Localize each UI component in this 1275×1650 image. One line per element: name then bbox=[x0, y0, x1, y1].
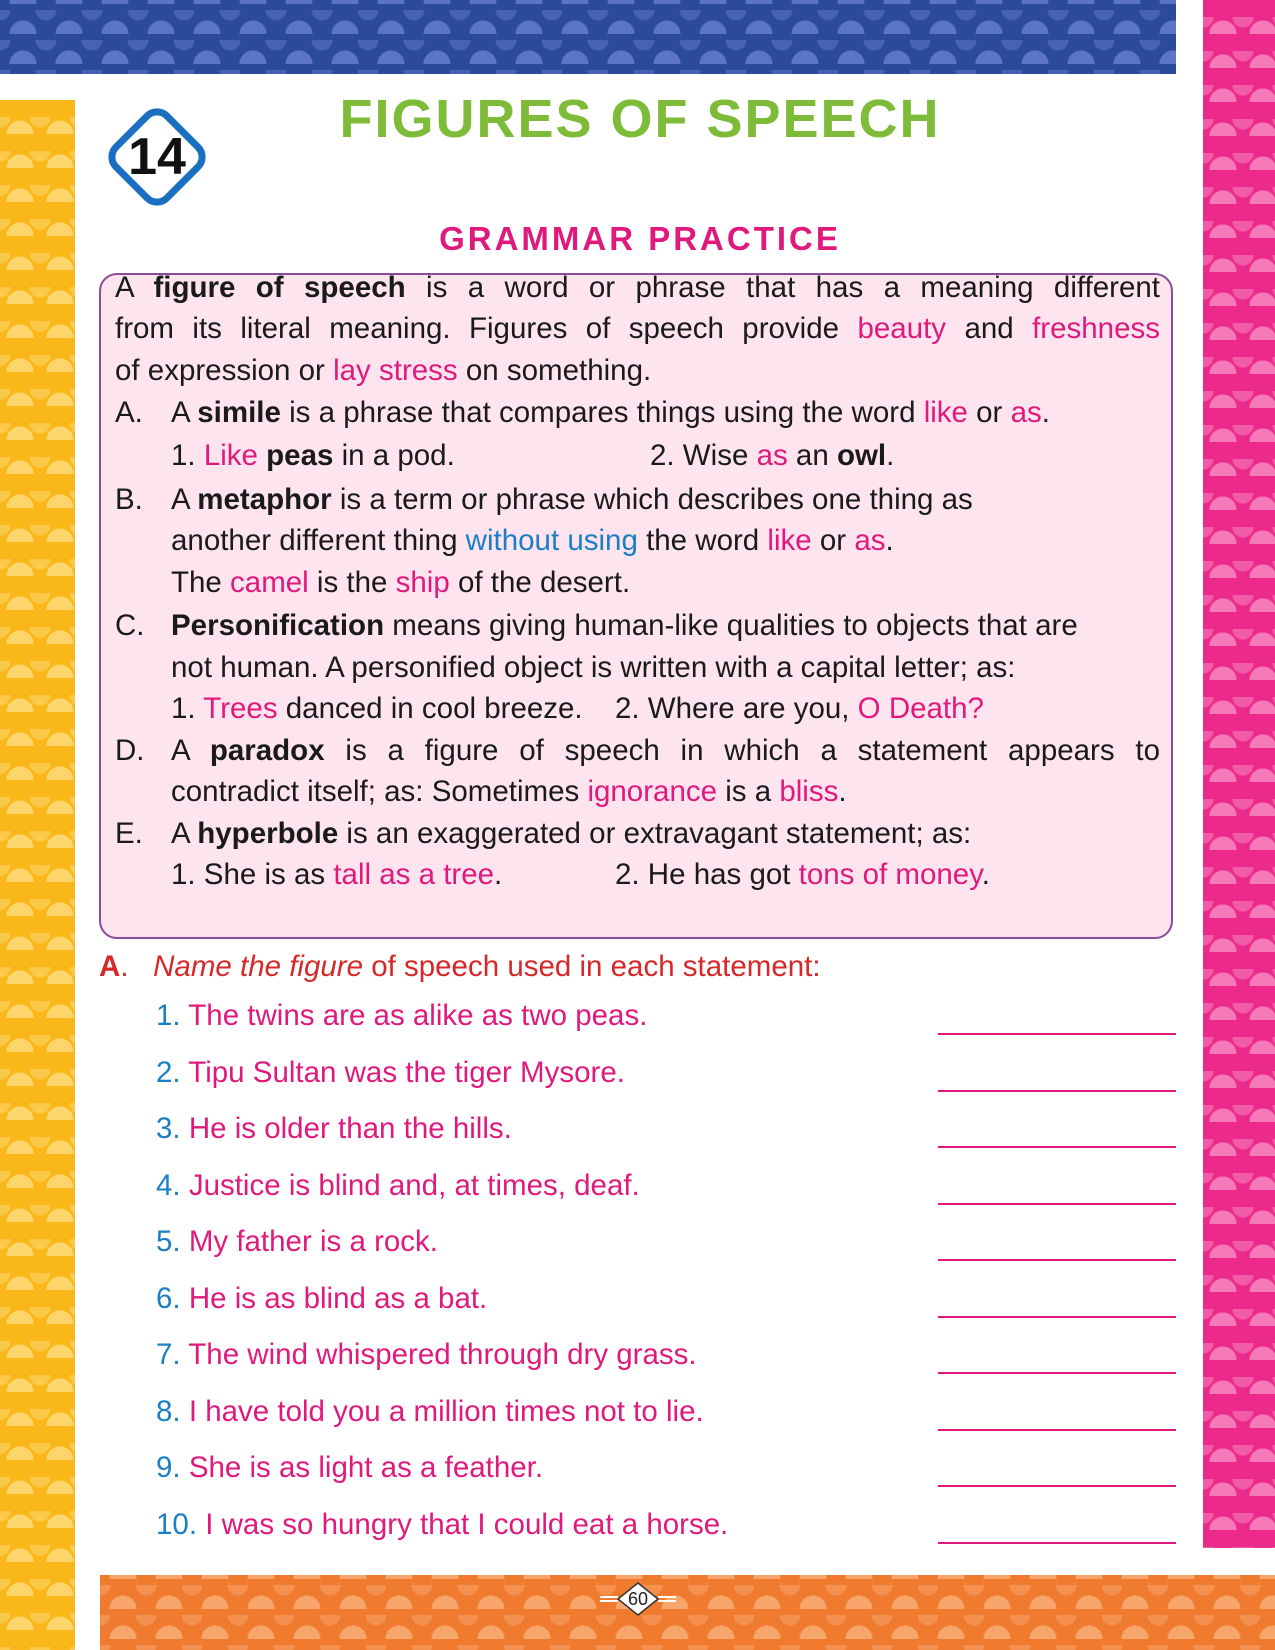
question-item bbox=[156, 1338, 697, 1372]
example: 1. She is as tall as a tree. bbox=[171, 858, 503, 891]
answer-blank-line[interactable] bbox=[938, 1090, 1176, 1092]
question-text: Tipu Sultan was the tiger Mysore. bbox=[188, 1055, 625, 1089]
answer-blank-line[interactable] bbox=[938, 1485, 1176, 1487]
question-text: Justice is blind and, at times, deaf. bbox=[188, 1168, 640, 1202]
exercise-instruction: A. Name the figure of speech used in each statement: bbox=[99, 950, 821, 983]
type-personification: C. Personification means giving human-like qualities to objects that are bbox=[115, 609, 1078, 642]
answer-blank-line[interactable] bbox=[938, 1203, 1176, 1205]
section-title: GRAMMAR PRACTICE bbox=[439, 220, 841, 257]
answer-blank-line[interactable] bbox=[938, 1429, 1176, 1431]
top-pattern-band bbox=[0, 0, 1176, 74]
example: 1. Like peas in a pod. bbox=[171, 439, 455, 472]
question-number: 9. bbox=[156, 1451, 181, 1484]
question-item bbox=[156, 1451, 543, 1485]
type-metaphor: B. A metaphor is a term or phrase which describes one thing as bbox=[115, 483, 973, 516]
question-text: He is as blind as a bat. bbox=[188, 1281, 488, 1315]
question-text: The twins are as alike as two peas. bbox=[188, 999, 648, 1032]
question-item bbox=[156, 1282, 487, 1316]
question-item bbox=[156, 1225, 438, 1259]
chapter-title: FIGURES OF SPEECH bbox=[339, 89, 941, 149]
chapter-number: 14 bbox=[128, 128, 186, 186]
question-text: My father is a rock. bbox=[188, 1225, 438, 1258]
question-text: He is older than the hills. bbox=[188, 1112, 512, 1145]
left-pattern-band bbox=[0, 100, 75, 1650]
question-item bbox=[156, 1169, 640, 1203]
question-text: She is as light as a feather. bbox=[188, 1451, 544, 1484]
question-item bbox=[156, 1395, 704, 1429]
example: 2. Where are you, O Death? bbox=[615, 692, 984, 725]
question-number: 3. bbox=[156, 1112, 181, 1145]
question-text: I was so hungry that I could eat a horse. bbox=[205, 1507, 729, 1541]
question-text: The wind whispered through dry grass. bbox=[188, 1338, 697, 1371]
answer-blank-line[interactable] bbox=[938, 1372, 1176, 1374]
question-number: 2. bbox=[156, 1055, 181, 1089]
question-text: I have told you a million times not to lie. bbox=[188, 1394, 704, 1428]
type-paradox: D. A paradox is a figure of speech in which a statement appears to bbox=[115, 734, 1160, 767]
question-number: 6. bbox=[156, 1281, 181, 1315]
definition-line: A figure of speech is a word or phrase that has a meaning different bbox=[115, 271, 1160, 304]
answer-blank-line[interactable] bbox=[938, 1542, 1176, 1544]
page-number-badge bbox=[600, 1581, 676, 1617]
question-number: 4. bbox=[156, 1168, 181, 1202]
answer-blank-line[interactable] bbox=[938, 1259, 1176, 1261]
definition-line: from its literal meaning. Figures of speech provide beauty and freshness bbox=[115, 312, 1160, 345]
definition-line: of expression or lay stress on something. bbox=[115, 354, 652, 387]
right-pattern-band bbox=[1203, 0, 1275, 1548]
example: 1. Trees danced in cool breeze. bbox=[171, 692, 583, 725]
question-number: 5. bbox=[156, 1225, 181, 1258]
answer-blank-line[interactable] bbox=[938, 1316, 1176, 1318]
example: 2. He has got tons of money. bbox=[615, 858, 990, 891]
question-number: 8. bbox=[156, 1394, 181, 1428]
question-item bbox=[156, 1112, 512, 1146]
answer-blank-line[interactable] bbox=[938, 1146, 1176, 1148]
type-hyperbole: E. A hyperbole is an exaggerated or extravagant statement; as: bbox=[115, 817, 972, 850]
question-number: 1. bbox=[156, 999, 181, 1032]
answer-blank-line[interactable] bbox=[938, 1033, 1176, 1035]
question-number: 10. bbox=[156, 1507, 198, 1541]
page-number: 60 bbox=[627, 1589, 649, 1609]
question-number: 7. bbox=[156, 1338, 181, 1371]
example: 2. Wise as an owl. bbox=[650, 439, 895, 472]
question-item bbox=[156, 1056, 625, 1090]
question-item bbox=[156, 999, 647, 1033]
question-item bbox=[156, 1508, 728, 1542]
bottom-pattern-band bbox=[100, 1575, 1275, 1650]
definition-box: A figure of speech is a word or phrase that has a meaning different from its literal meaning. Figures of speech provide beauty and freshness of expression or lay stress on something. A. A simile is a phrase that compares things using the word like or as. 1. Like peas in a pod. 2. Wise as an owl. B. A metaphor is a term or phrase which describes one thing as another different thing without using the word like or as. The camel is the ship of the desert. C. Personification means giving human-like qualities to objects that are not human. A personified object is written with a capital letter; as: 1. Trees danced in cool breeze. 2. Where are you, O Death? D. A paradox is a figure of speech in which a statement appears to contradict itself; as: Sometimes ignorance is a bliss. E. A hyperbole is an exaggerated or extravagant statement; as: 1. She is as tall as a tree. 2. He has got tons of money. bbox=[99, 273, 1173, 939]
type-simile: A. A simile is a phrase that compares things using the word like or as. bbox=[115, 396, 1050, 429]
chapter-badge bbox=[101, 101, 213, 213]
